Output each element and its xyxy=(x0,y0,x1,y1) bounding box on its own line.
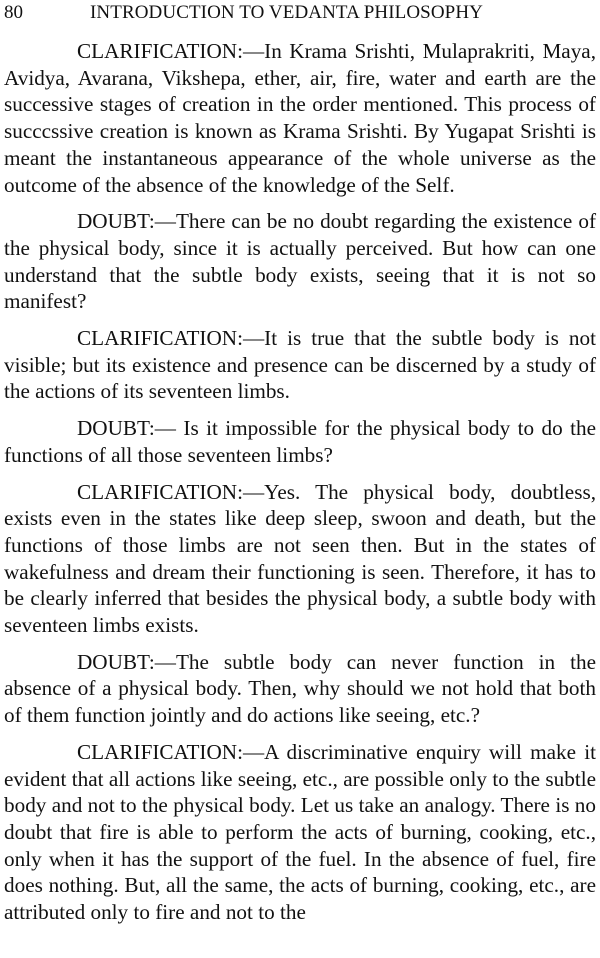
paragraph-doubt-subtle-body: DOUBT:—There can be no doubt regarding the existence of the physical body, since it is actually perceived. But how can one understand that the subtle body exists, seeing that it is not so manifest? xyxy=(4,209,596,314)
page-number: 80 xyxy=(4,2,23,23)
paragraph-doubt-physical-body: DOUBT:— Is it impossible for the physical body to do the functions of all those seventeen limbs? xyxy=(4,416,596,467)
running-head xyxy=(4,0,596,26)
running-head-title: INTRODUCTION TO VEDANTA PHILOSOPHY xyxy=(90,2,483,23)
paragraph-clarification-creation: CLARIFICATION:—In Krama Srishti, Mulaprakriti, Maya, Avidya, Avarana, Vikshepa, ether, air, fire, water and earth are the successive stages of creation in the order mentioned. This process of succcssive creation is known as Krama Srishti. By Yugapat Srishti is meant the instantaneous appearance of the whole universe as the outcome of the absence of the knowledge of the Self. xyxy=(4,39,596,197)
paragraph-clarification-states: CLARIFICATION:—Yes. The physical body, doubtless, exists even in the states like deep sleep, swoon and death, but the functions of those limbs are not seen then. But in the states of wakefulness and dream their functioning is seen. Therefore, it has to be clearly inferred that besides the physical body, a subtle body with seventeen limbs exists. xyxy=(4,479,596,638)
paragraph-clarification-seventeen-limbs: CLARIFICATION:—It is true that the subtle body is not visible; but its existence and presence can be discerned by a study of the actions of its seventeen limbs. xyxy=(4,326,596,404)
body-text xyxy=(4,38,596,936)
paragraph-clarification-fire-analogy: CLARIFICATION:—A discriminative enquiry will make it evident that all actions like seeing, etc., are possible only to the subtle body and not to the physical body. Let us take an analogy. There is no doubt that fire is able to perform the acts of burning, cooking, etc., only when it has the support of the fuel. In the absence of fuel, fire does nothing. But, all the same, the acts of burning, cooking, etc., are attributed only to fire and not to the xyxy=(4,739,596,925)
paragraph-doubt-joint-function: DOUBT:—The subtle body can never function in the absence of a physical body. Then, why should we not hold that both of them function jointly and do actions like seeing, etc.? xyxy=(4,649,596,728)
